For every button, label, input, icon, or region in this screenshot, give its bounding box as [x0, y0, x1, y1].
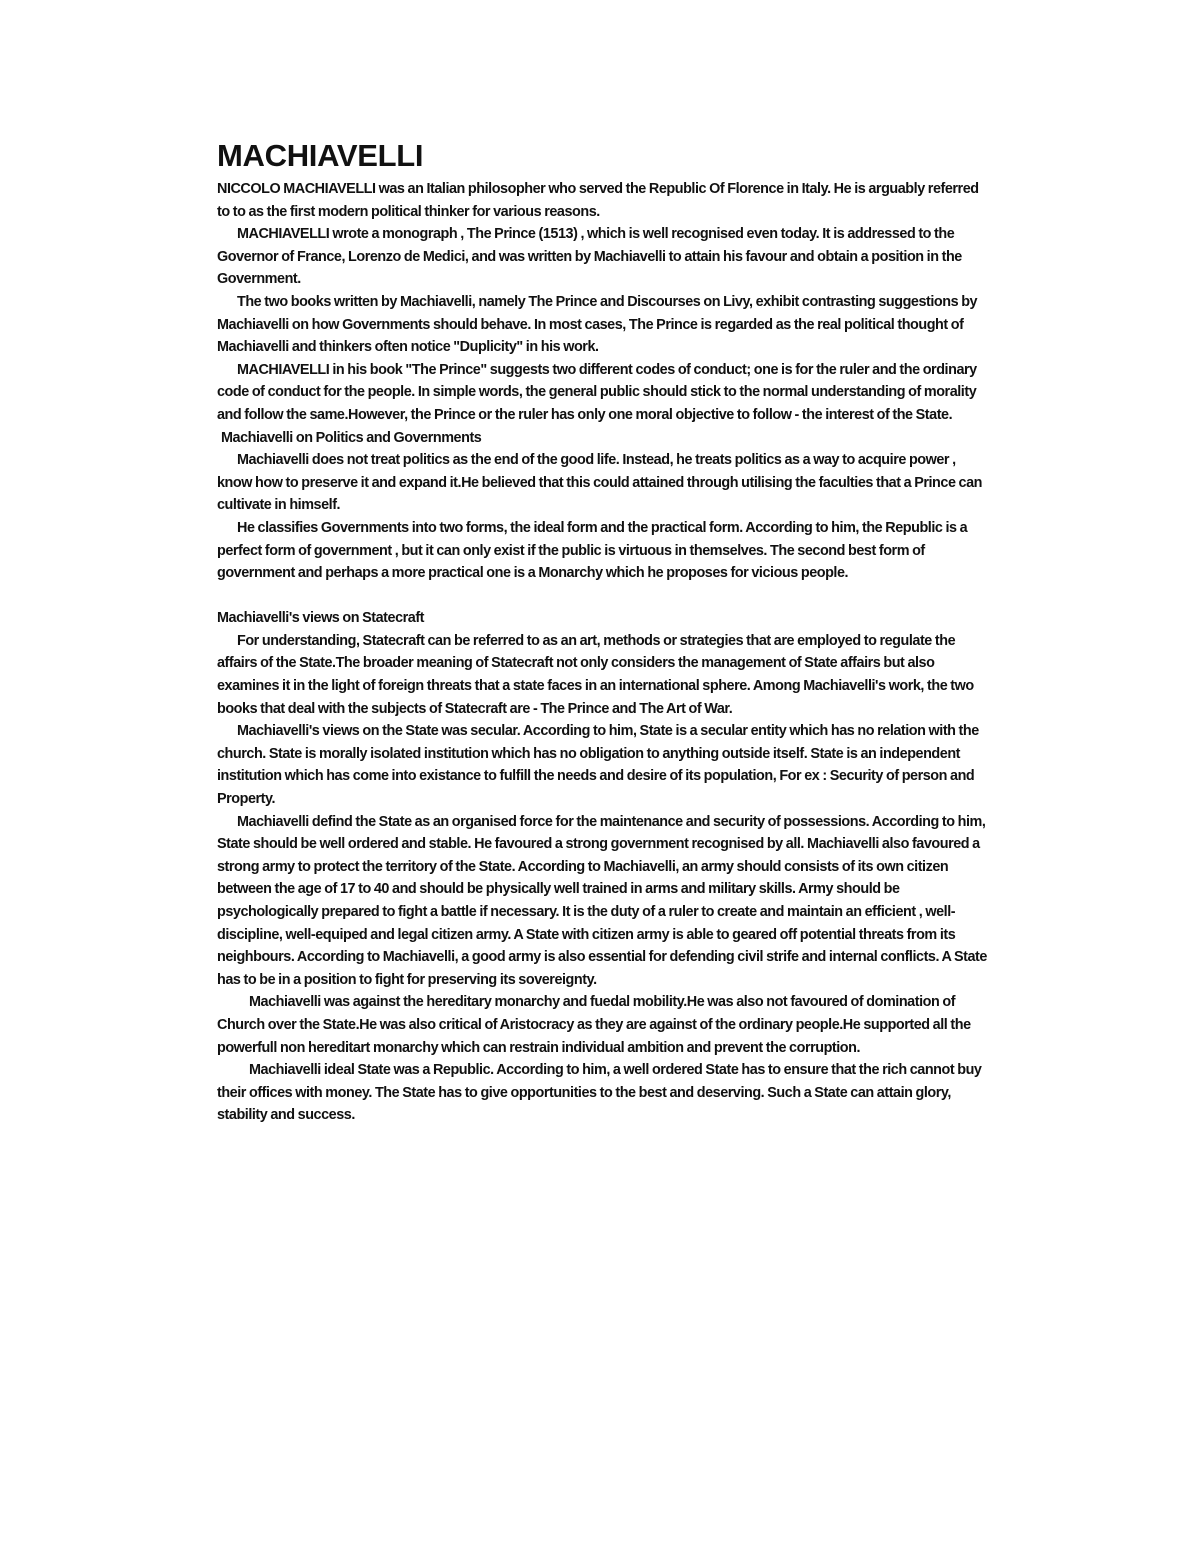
paragraph-intro: NICCOLO MACHIAVELLI was an Italian philosopher who served the Republic Of Florence in Italy. He is arguably referred to to as the first modern political thinker for various reasons. — [217, 181, 979, 220]
section-heading-politics: Machiavelli on Politics and Governments — [221, 429, 482, 446]
text-span: ; one is for the ruler and the ordinary code of conduct for the people. In simple words, the general public should stick to the normal understanding of morality and follow the same.However, the Prince or the ruler has only one moral objective to follow - the interest of the State. — [217, 361, 977, 423]
text-span: MACHIAVELLI wrote a monograph , — [237, 226, 467, 243]
blank-line — [217, 585, 989, 608]
section-heading-statecraft: Machiavelli's views on Statecraft — [217, 610, 425, 627]
paragraph-secular-state: Machiavelli's views on the State was secular. According to him, State is a secular entity which has no relation with the church. State is morally isolated institution which has no obligation to anything outside itself. State is an independent institution which has come into existance to fulfill the needs and desire of its population, For ex : Security of person and Property. — [217, 723, 979, 808]
paragraph-politics: Machiavelli does not treat politics as the end of the good life. Instead, he treats politics as a way to acquire power , know how to preserve it and expand it.He believed that this could attained through utilising the faculties that a Prince can cultivate in himself. — [217, 452, 982, 514]
paragraph-monarchy: Machiavelli was against the hereditary monarchy and fuedal mobility.He was also not favoured of domination of Church over the State.He was also critical of Aristocracy as they are against of the ordinary people.He supported all the powerfull non hereditart monarchy which can restrain individual ambition and prevent the corruption. — [217, 994, 971, 1056]
emphasis-text: suggests two different codes of conduct — [489, 361, 747, 378]
book-title-emphasis: The Prince — [466, 226, 536, 243]
text-span: MACHIAVELLI in his book "The Prince" — [237, 361, 490, 378]
text-span: For understanding, Statecraft can be referred to as an art, methods or strategies that are employed to regulate the affairs of the State.The broader meaning of Statecraft not only considers the management of State affairs but also examines it in the light of foreign threats that a state faces in an international sphere. Among Machiavelli's work, the two books that deal with the subjects of Statecraft are - — [217, 632, 974, 717]
paragraph-ideal-state: Machiavelli ideal State was a Republic. According to him, a well ordered State has to ensure that the rich cannot buy their offices with money. The State has to give opportunities to the best and deserving. Such a State can attain glory, stability and success. — [217, 1062, 982, 1124]
text-span: (1513) , which is well recognised even today. It is addressed to the Governor of France, Lorenzo de Medici, and was written by Machiavelli to attain his favour and obtain a position in the Government. — [217, 226, 962, 288]
paragraph-codes-of-conduct — [217, 359, 989, 427]
book-title-emphasis: The Art of War. — [639, 700, 733, 717]
text-span: and — [608, 700, 640, 717]
paragraph-state-army: Machiavelli defind the State as an organised force for the maintenance and security of possessions. According to him, State should be well ordered and stable. He favoured a strong government recognised by all. Machiavelli also favoured a strong army to protect the territory of the State. According to Machiavelli, an army should consists of its own citizen between the age of 17 to 40 and should be physically well trained in arms and military skills. Army should be psychologically prepared to fight a battle if necessary. It is the duty of a ruler to create and maintain an efficient , well-discipline, well-equiped and legal citizen army. A State with citizen army is able to geared off potential threats from its neighbours. According to Machiavelli, a good army is also essential for defending civil strife and internal conflicts. A State has to be in a position to fight for preserving its sovereignty. — [217, 813, 987, 988]
paragraph-governments: He classifies Governments into two forms, the ideal form and the practical form. According to him, the Republic is a perfect form of government , but it can only exist if the public is virtuous in themselves. The second best form of government and perhaps a more practical one is a Monarchy which he proposes for vicious people. — [217, 519, 968, 582]
paragraph-statecraft — [217, 630, 989, 720]
document-page — [217, 136, 989, 1127]
paragraph-the-prince — [217, 223, 989, 291]
paragraph-two-books: The two books written by Machiavelli, namely The Prince and Discourses on Livy, exhibit contrasting suggestions by Machiavelli on how Governments should behave. In most cases, The Prince is regarded as the real political thought of Machiavelli and thinkers often notice "Duplicity" in his work. — [217, 293, 978, 356]
book-title-emphasis: The Prince — [540, 700, 609, 717]
document-title: MACHIAVELLI — [217, 138, 424, 173]
